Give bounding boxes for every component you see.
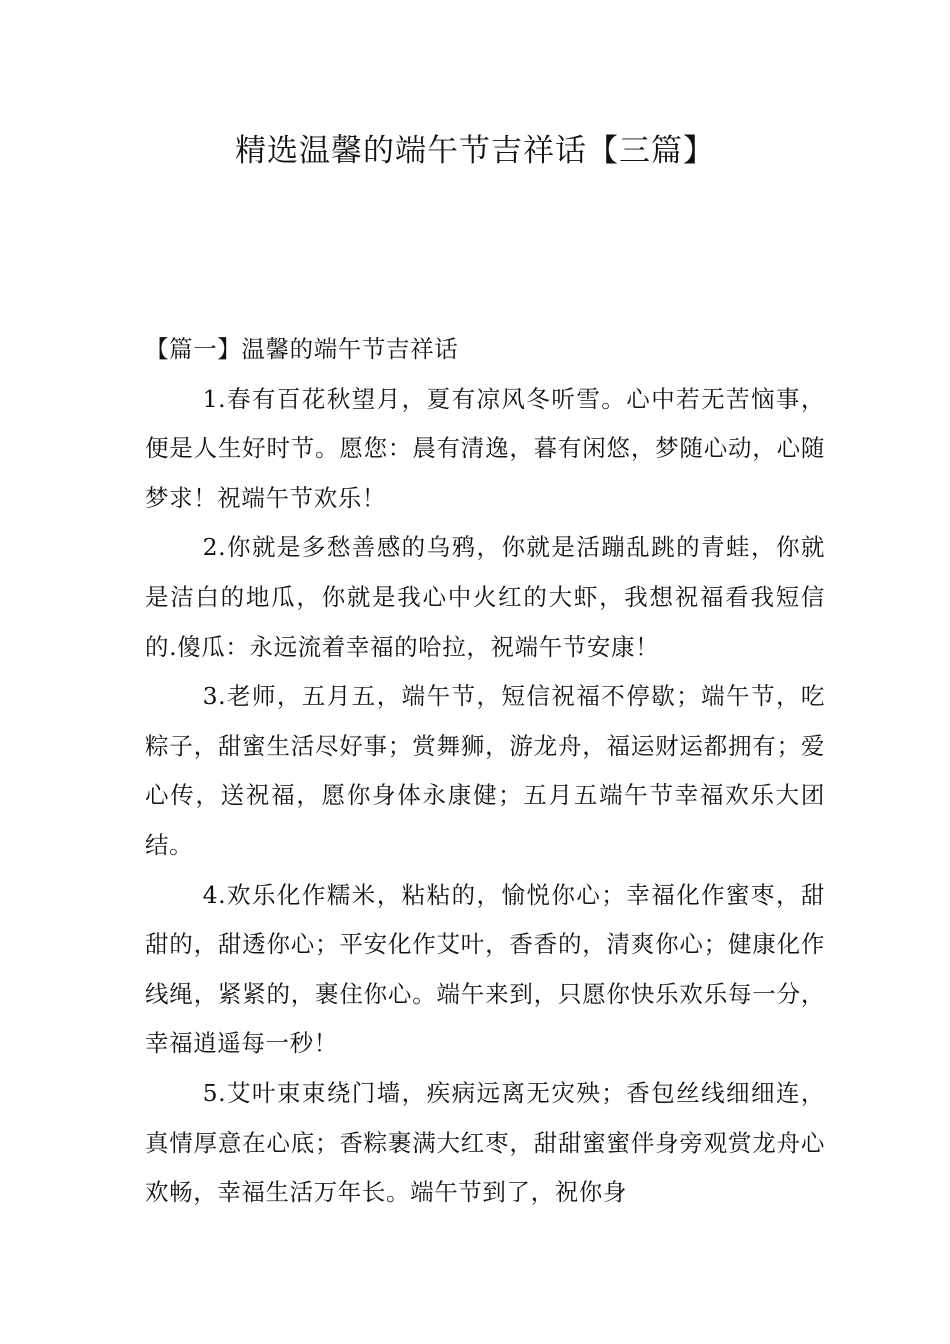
- document-body: [145, 325, 825, 1218]
- greeting-item-2: 2.你就是多愁善感的乌鸦，你就是活蹦乱跳的青蛙，你就是洁白的地瓜，你就是我心中火红的大虾，我想祝福看我短信的.傻瓜：永远流着幸福的哈拉，祝端午节安康！: [145, 533, 825, 661]
- section-heading: 【篇一】温馨的端午节吉祥话: [145, 335, 459, 363]
- greeting-item-1: 1.春有百花秋望月，夏有凉风冬听雪。心中若无苦恼事，便是人生好时节。愿您：晨有清逸，暮有闲悠，梦随心动，心随梦求！祝端午节欢乐！: [145, 384, 825, 512]
- greeting-item-4: 4.欢乐化作糯米，粘粘的，愉悦你心；幸福化作蜜枣，甜甜的，甜透你心；平安化作艾叶，香香的，清爽你心；健康化作线绳，紧紧的，裹住你心。端午来到，只愿你快乐欢乐每一分，幸福逍遥每一秒！: [145, 880, 825, 1058]
- greeting-item-3: 3.老师，五月五，端午节，短信祝福不停歇；端午节，吃粽子，甜蜜生活尽好事；赏舞狮，游龙舟，福运财运都拥有；爱心传，送祝福，愿你身体永康健；五月五端午节幸福欢乐大团结。: [145, 682, 825, 859]
- greeting-item-5: 5.艾叶束束绕门墙，疾病远离无灾殃；香包丝线细细连，真情厚意在心底；香粽裹满大红枣，甜甜蜜蜜伴身旁观赏龙舟心欢畅，幸福生活万年长。端午节到了，祝你身: [145, 1078, 825, 1207]
- document-title: 精选温馨的端午节吉祥话【三篇】: [235, 133, 715, 169]
